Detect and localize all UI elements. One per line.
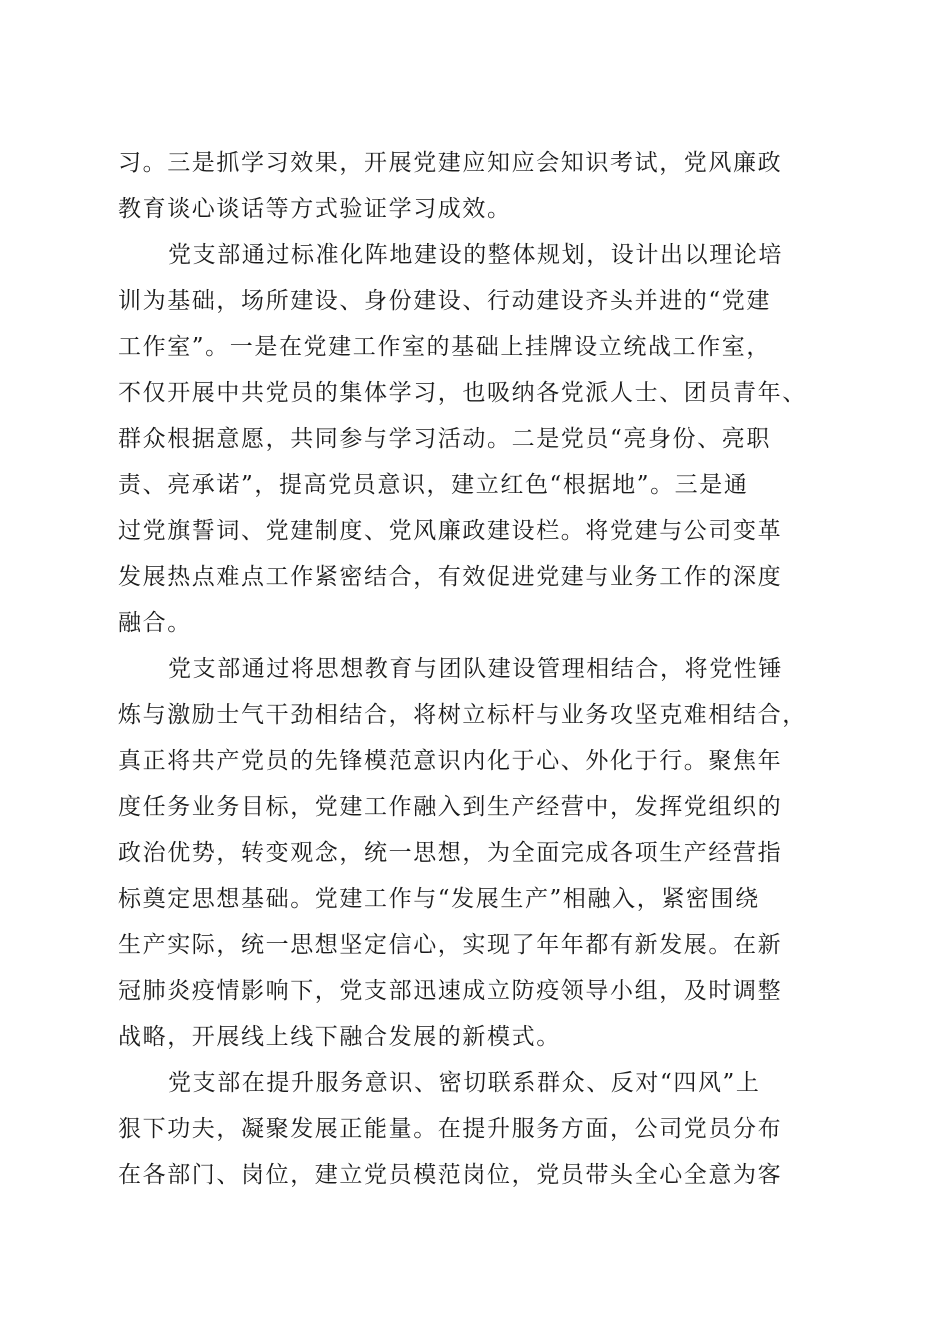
- text-line: 习。三是抓学习效果，开展党建应知应会知识考试，党风廉政: [118, 150, 783, 176]
- paragraph-start-line: 党支部通过标准化阵地建设的整体规划，设计出以理论培: [168, 242, 783, 268]
- text-line: 战略，开展线上线下融合发展的新模式。: [118, 1024, 561, 1050]
- body-text: [118, 140, 840, 1198]
- text-line: 不仅开展中共党员的集体学习，也吸纳各党派人士、团员青年、: [118, 380, 807, 406]
- text-line: 融合。: [118, 610, 192, 636]
- text-line: 狠下功夫，凝聚发展正能量。在提升服务方面，公司党员分布: [118, 1116, 783, 1142]
- text-line: 政治优势，转变观念，统一思想，为全面完成各项生产经营指: [118, 840, 783, 866]
- text-line: 生产实际，统一思想坚定信心，实现了年年都有新发展。在新: [118, 932, 783, 958]
- text-line: 真正将共产党员的先锋模范意识内化于心、外化于行。聚焦年: [118, 748, 783, 774]
- text-line: 标奠定思想基础。党建工作与“发展生产”相融入，紧密围绕: [118, 886, 760, 912]
- text-line: 炼与激励士气干劲相结合，将树立标杆与业务攻坚克难相结合，: [118, 702, 807, 728]
- paragraph-start-line: 党支部通过将思想教育与团队建设管理相结合，将党性锤: [168, 656, 783, 682]
- text-line: 在各部门、岗位，建立党员模范岗位，党员带头全心全意为客: [118, 1162, 783, 1188]
- text-line: 责、亮承诺”，提高党员意识，建立红色“根据地”。三是通: [118, 472, 749, 498]
- text-line: 度任务业务目标，党建工作融入到生产经营中，发挥党组织的: [118, 794, 783, 820]
- text-line: 发展热点难点工作紧密结合，有效促进党建与业务工作的深度: [118, 564, 783, 590]
- text-line: 训为基础，场所建设、身份建设、行动建设齐头并进的“党建: [118, 288, 771, 314]
- text-line: 冠肺炎疫情影响下，党支部迅速成立防疫领导小组，及时调整: [118, 978, 783, 1004]
- text-line: 群众根据意愿，共同参与学习活动。二是党员“亮身份、亮职: [118, 426, 771, 452]
- text-line: 过党旗誓词、党建制度、党风廉政建设栏。将党建与公司变革: [118, 518, 783, 544]
- paragraph-start-line: 党支部在提升服务意识、密切联系群众、反对“四风”上: [168, 1070, 761, 1096]
- text-line: 工作室”。一是在党建工作室的基础上挂牌设立统战工作室，: [118, 334, 771, 360]
- text-line: 教育谈心谈话等方式验证学习成效。: [118, 196, 512, 222]
